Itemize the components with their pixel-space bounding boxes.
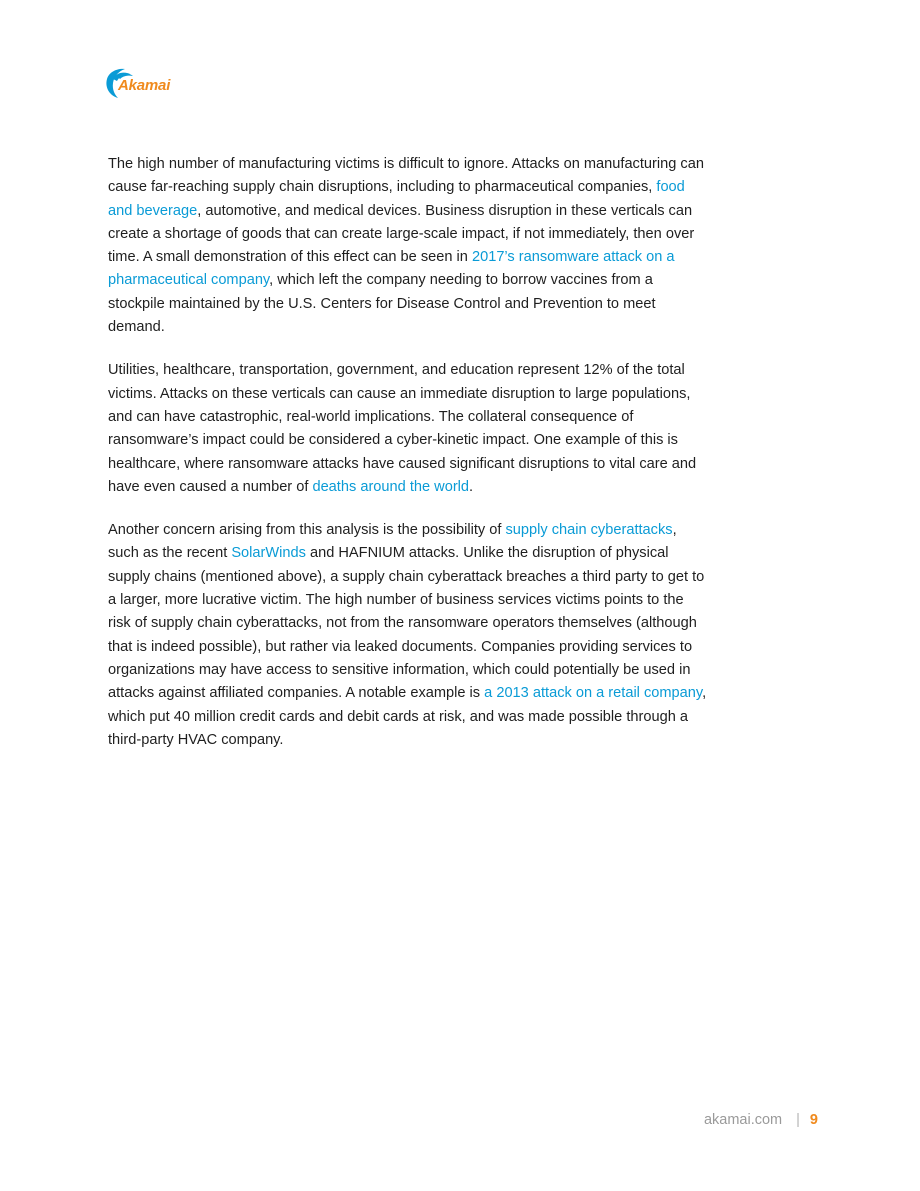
text-run: Another concern arising from this analysis is the possibility of — [108, 522, 506, 539]
link-food-and-beverage[interactable]: food and beverage — [108, 179, 685, 219]
akamai-logo — [104, 66, 184, 100]
page-footer — [704, 1112, 818, 1128]
text-run: Utilities, healthcare, transportation, government, and education represent 12% of the total victims. Attacks on these verticals can cause an immediate disruption to large populations, and can have catastrophic, real-world implications. The collateral consequence of ransomware’s impact could be considered a cyber-kinetic impact. One example of this is healthcare, where ransomware attacks have caused significant disruptions to vital care and have even caused a number of — [108, 362, 697, 495]
text-run: The high number of manufacturing victims is difficult to ignore. Attacks on manufacturing can cause far-reaching supply chain disruptions, including to pharmaceutical companies, — [108, 156, 704, 196]
logo-wordmark: Akamai — [118, 77, 171, 94]
paragraph-manufacturing — [108, 153, 708, 339]
link-2017-ransomware-attack[interactable]: 2017’s ransomware attack on a pharmaceutical company — [108, 249, 675, 289]
article-body — [108, 153, 708, 772]
text-run: , which put 40 million credit cards and debit cards at risk, and was made possible through a third-party HVAC company. — [108, 685, 707, 748]
link-deaths-around-the-world[interactable]: deaths around the world — [312, 478, 470, 495]
page-number: 9 — [809, 1112, 818, 1128]
paragraph-supply-chain — [108, 519, 708, 752]
link-solarwinds[interactable]: SolarWinds — [231, 545, 306, 562]
link-2013-retail-attack[interactable]: a 2013 attack on a retail company — [484, 685, 703, 702]
text-run: . — [469, 478, 474, 495]
text-run: , such as the recent — [108, 522, 677, 562]
link-supply-chain-cyberattacks[interactable]: supply chain cyberattacks — [505, 522, 673, 539]
footer-separator: | — [796, 1112, 800, 1128]
text-run: , automotive, and medical devices. Business disruption in these verticals can create a shortage of goods that can create large-scale impact, if not immediately, then over time. A small demonstration of this effect can be seen in — [108, 202, 695, 266]
paragraph-utilities — [108, 359, 708, 499]
footer-site-link[interactable]: akamai.com — [703, 1112, 783, 1128]
text-run: and HAFNIUM attacks. Unlike the disruption of physical supply chains (mentioned above), a supply chain cyberattack breaches a third party to get to a larger, more lucrative victim. The high number of business services victims points to the risk of supply chain cyberattacks, not from the ransomware operators themselves (although that is indeed possible), but rather via leaked documents. Companies providing services to organizations may have access to sensitive information, which could potentially be used in attacks against affiliated companies. A notable example is — [108, 545, 705, 702]
text-run: , which left the company needing to borrow vaccines from a stockpile maintained by the U.S. Centers for Disease Control and Prevention to meet demand. — [108, 272, 656, 336]
